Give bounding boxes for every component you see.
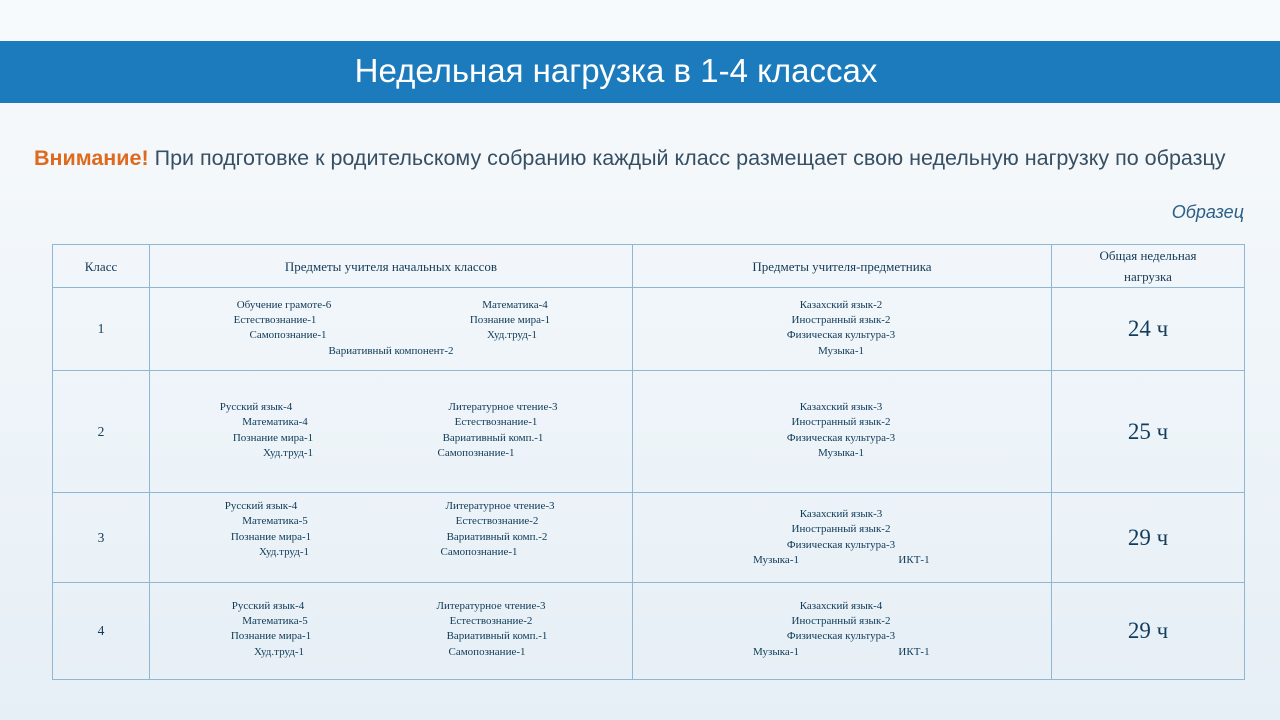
subject-item: Литературное чтение-3 bbox=[436, 600, 546, 612]
total-load: 29 ч bbox=[1052, 493, 1245, 583]
total-load: 29 ч bbox=[1052, 583, 1245, 680]
table-header-row bbox=[53, 245, 1245, 288]
class-number: 1 bbox=[53, 288, 150, 371]
subject-item: Иностранный язык-2 bbox=[791, 416, 891, 428]
class-number: 4 bbox=[53, 583, 150, 680]
slide-title: Недельная нагрузка в 1-4 классах bbox=[354, 52, 878, 89]
notice bbox=[34, 144, 1250, 173]
subject-item: Математика-5 bbox=[242, 515, 308, 527]
subject-item: ИКТ-1 bbox=[898, 554, 930, 566]
subject-item: Самопознание-1 bbox=[440, 546, 518, 558]
subject-item: Естествознание-2 bbox=[449, 615, 533, 627]
subject-item: Математика-4 bbox=[242, 416, 308, 428]
subject-item: Худ.труд-1 bbox=[263, 447, 313, 459]
subject-item: Вариативный компонент-2 bbox=[328, 345, 454, 357]
subject-item: Математика-4 bbox=[482, 299, 548, 311]
subject-item: Русский язык-4 bbox=[219, 401, 293, 413]
subject-item: Самопознание-1 bbox=[249, 329, 327, 341]
subject-item: Музыка-1 bbox=[818, 345, 864, 357]
notice-warning: Внимание! bbox=[34, 146, 149, 170]
title-bar bbox=[0, 41, 1280, 103]
subject-item: Иностранный язык-2 bbox=[791, 314, 891, 326]
weekly-load-table bbox=[52, 244, 1245, 680]
subject-item: Естествознание-1 bbox=[233, 314, 317, 326]
table-row bbox=[53, 371, 1245, 493]
header-specialist-subjects: Предметы учителя-предметника bbox=[633, 245, 1052, 288]
subject-item: Естествознание-1 bbox=[454, 416, 538, 428]
subject-item: Казахский язык-4 bbox=[799, 600, 883, 612]
table-row bbox=[53, 583, 1245, 680]
sample-label: Образец bbox=[1171, 202, 1244, 222]
subject-item: ИКТ-1 bbox=[898, 646, 930, 658]
header-total-load: Общая недельная нагрузка bbox=[1052, 245, 1245, 288]
subject-item: Математика-5 bbox=[242, 615, 308, 627]
primary-subjects-cell bbox=[150, 288, 633, 371]
subject-item: Физическая культура-3 bbox=[786, 432, 896, 444]
subject-item: Познание мира-1 bbox=[232, 432, 314, 444]
class-number: 2 bbox=[53, 371, 150, 493]
specialist-subjects-cell bbox=[633, 583, 1052, 680]
subject-item: Литературное чтение-3 bbox=[448, 401, 558, 413]
specialist-subjects-cell bbox=[633, 288, 1052, 371]
subject-item: Физическая культура-3 bbox=[786, 329, 896, 341]
header-primary-subjects: Предметы учителя начальных классов bbox=[150, 245, 633, 288]
subject-item: Вариативный комп.-2 bbox=[446, 531, 548, 543]
subject-item: Худ.труд-1 bbox=[254, 646, 304, 658]
primary-subjects-cell bbox=[150, 493, 633, 583]
notice-text: При подготовке к родительскому собранию каждый класс размещает свою недельную нагрузку по образцу bbox=[148, 146, 1226, 170]
subject-item: Иностранный язык-2 bbox=[791, 523, 891, 535]
subject-item: Музыка-1 bbox=[818, 447, 864, 459]
subject-item: Самопознание-1 bbox=[448, 646, 526, 658]
primary-subjects-cell bbox=[150, 371, 633, 493]
subject-item: Физическая культура-3 bbox=[786, 539, 896, 551]
subject-item: Самопознание-1 bbox=[437, 447, 515, 459]
subject-item: Музыка-1 bbox=[753, 646, 799, 658]
subject-item: Русский язык-4 bbox=[231, 600, 305, 612]
primary-subjects-cell bbox=[150, 583, 633, 680]
table-row bbox=[53, 288, 1245, 371]
subject-item: Обучение грамоте-6 bbox=[236, 299, 332, 311]
total-load: 25 ч bbox=[1052, 371, 1245, 493]
total-load: 24 ч bbox=[1052, 288, 1245, 371]
specialist-subjects-cell bbox=[633, 371, 1052, 493]
subject-item: Вариативный комп.-1 bbox=[442, 432, 544, 444]
subject-item: Естествознание-2 bbox=[455, 515, 539, 527]
class-number: 3 bbox=[53, 493, 150, 583]
subject-item: Физическая культура-3 bbox=[786, 630, 896, 642]
subject-item: Познание мира-1 bbox=[230, 630, 312, 642]
subject-item: Казахский язык-2 bbox=[799, 299, 883, 311]
subject-item: Познание мира-1 bbox=[469, 314, 551, 326]
subject-item: Худ.труд-1 bbox=[487, 329, 537, 341]
subject-item: Литературное чтение-3 bbox=[445, 500, 555, 512]
subject-item: Вариативный комп.-1 bbox=[446, 630, 548, 642]
subject-item: Познание мира-1 bbox=[230, 531, 312, 543]
subject-item: Русский язык-4 bbox=[224, 500, 298, 512]
subject-item: Казахский язык-3 bbox=[799, 508, 883, 520]
subject-item: Иностранный язык-2 bbox=[791, 615, 891, 627]
subject-item: Музыка-1 bbox=[753, 554, 799, 566]
subject-item: Казахский язык-3 bbox=[799, 401, 883, 413]
subject-item: Худ.труд-1 bbox=[259, 546, 309, 558]
header-class: Класс bbox=[53, 245, 150, 288]
table-row bbox=[53, 493, 1245, 583]
specialist-subjects-cell bbox=[633, 493, 1052, 583]
